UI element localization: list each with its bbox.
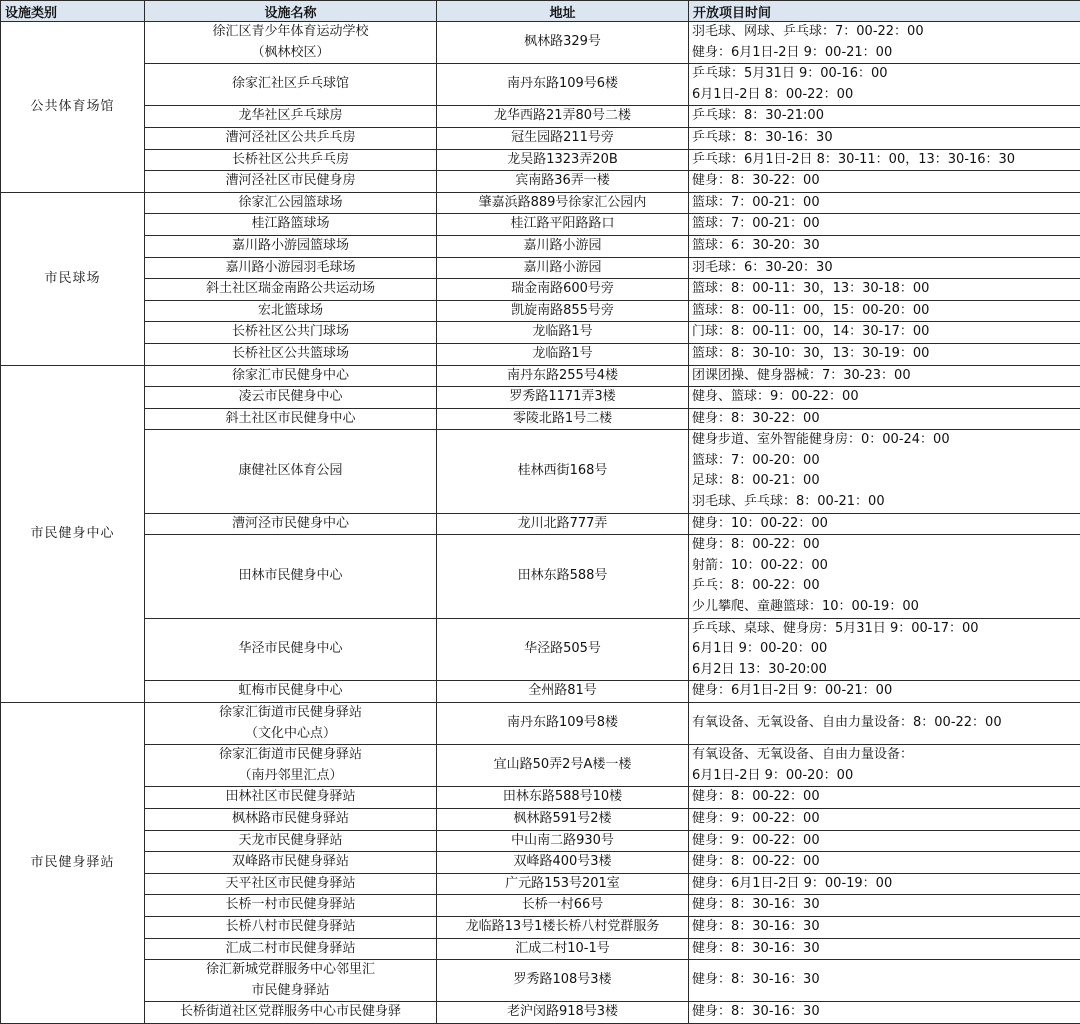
address-cell	[437, 960, 689, 1002]
facility-name-cell	[145, 513, 437, 535]
table-row	[1, 127, 1080, 149]
facility-name-cell	[145, 214, 437, 236]
facility-name-cell	[145, 257, 437, 279]
address-cell-line: 老沪闵路918号3楼	[440, 1002, 685, 1023]
facility-name-cell-line: 漕河泾社区市民健身房	[148, 171, 433, 192]
address-cell-line: 罗秀路108号3楼	[440, 970, 685, 991]
address-cell-line: 瑞金南路600号旁	[440, 279, 685, 300]
hours-cell-line: 健身：9：00-22：00	[692, 809, 1077, 830]
facility-name-cell-line: （枫林校区）	[148, 43, 433, 64]
hours-cell	[689, 192, 1080, 214]
table-row	[1, 430, 1080, 513]
hours-cell-line: 健身：6月1日-2日 9：00-21：00	[692, 681, 1077, 702]
facility-name-cell	[145, 192, 437, 214]
hours-cell-line: 少儿攀爬、童趣篮球：10：00-19：00	[692, 597, 1077, 618]
table-row	[1, 322, 1080, 344]
hours-cell	[689, 681, 1080, 703]
hours-cell-line: 健身：8：30-16：30	[692, 895, 1077, 916]
address-cell	[437, 22, 689, 64]
table-row	[1, 873, 1080, 895]
facility-name-cell-line: 双峰路市民健身驿站	[148, 852, 433, 873]
address-cell	[437, 916, 689, 938]
address-cell-line: 罗秀路1171弄3楼	[440, 387, 685, 408]
hours-cell	[689, 279, 1080, 301]
table-row	[1, 852, 1080, 874]
facility-name-cell	[145, 343, 437, 365]
facility-name-cell	[145, 106, 437, 128]
table-row	[1, 235, 1080, 257]
header-row	[1, 1, 1080, 22]
facility-name-cell	[145, 873, 437, 895]
table-row	[1, 408, 1080, 430]
facility-name-cell-line: 华泾市民健身中心	[148, 639, 433, 660]
facility-name-cell-line: 徐家汇街道市民健身驿站	[148, 745, 433, 766]
facility-name-cell-line: 长桥社区公共乒乓房	[148, 150, 433, 171]
address-cell	[437, 830, 689, 852]
facility-name-cell-line: 嘉川路小游园篮球场	[148, 236, 433, 257]
hours-cell-line: 6月2日 13：30-20:00	[692, 660, 1077, 681]
hours-cell	[689, 513, 1080, 535]
hours-cell	[689, 322, 1080, 344]
address-cell	[437, 257, 689, 279]
address-cell-line: 南丹东路255号4楼	[440, 366, 685, 387]
facility-name-cell-line: 漕河泾市民健身中心	[148, 514, 433, 535]
address-cell-line: 田林东路588号10楼	[440, 787, 685, 808]
facility-name-cell	[145, 916, 437, 938]
address-cell	[437, 192, 689, 214]
hours-cell-line: 健身：8：30-16：30	[692, 939, 1077, 960]
hours-cell	[689, 365, 1080, 387]
facility-name-cell	[145, 852, 437, 874]
table-body	[1, 22, 1080, 1024]
table-row	[1, 618, 1080, 681]
facility-name-cell	[145, 408, 437, 430]
hours-cell-line: 羽毛球、乒乓球：8：00-21：00	[692, 492, 1077, 513]
hours-cell	[689, 214, 1080, 236]
facility-name-cell-line: 龙华社区乒乓球房	[148, 106, 433, 127]
address-cell	[437, 106, 689, 128]
table-row	[1, 365, 1080, 387]
facility-name-cell-line: 徐家汇街道市民健身驿站	[148, 703, 433, 724]
address-cell	[437, 787, 689, 809]
hours-cell-line: 有氧设备、无氧设备、自由力量设备：	[692, 745, 1077, 766]
table-row	[1, 106, 1080, 128]
facility-name-cell	[145, 938, 437, 960]
hours-cell-line: 健身：6月1日-2日 9：00-21：00	[692, 43, 1077, 64]
address-cell	[437, 387, 689, 409]
hours-cell-line: 篮球：8：30-10：30，13：30-19：00	[692, 344, 1077, 365]
facility-name-cell-line: 天龙市民健身驿站	[148, 831, 433, 852]
table-row	[1, 257, 1080, 279]
table-row	[1, 279, 1080, 301]
table-row	[1, 916, 1080, 938]
table-row	[1, 787, 1080, 809]
table-row	[1, 387, 1080, 409]
hours-cell	[689, 408, 1080, 430]
address-cell	[437, 430, 689, 513]
hours-cell	[689, 1002, 1080, 1024]
header-name: 设施名称	[145, 1, 437, 22]
address-cell-line: 桂江路平阳路路口	[440, 214, 685, 235]
hours-cell	[689, 430, 1080, 513]
table-row	[1, 1002, 1080, 1024]
address-cell-line: 汇成二村10-1号	[440, 939, 685, 960]
hours-cell-line: 乒乓球：6月1日-2日 8：30-11：00，13：30-16：30	[692, 150, 1077, 171]
address-cell	[437, 300, 689, 322]
address-cell-line: 嘉川路小游园	[440, 258, 685, 279]
facility-name-cell-line: 徐家汇社区乒乓球馆	[148, 74, 433, 95]
facility-name-cell	[145, 960, 437, 1002]
table-row	[1, 149, 1080, 171]
table-row	[1, 22, 1080, 64]
table-row	[1, 895, 1080, 917]
hours-cell-line: 健身：8：30-16：30	[692, 970, 1077, 991]
header-address: 地址	[437, 1, 689, 22]
hours-cell-line: 乒乓球：8：30-21:00	[692, 106, 1077, 127]
address-cell	[437, 513, 689, 535]
address-cell	[437, 703, 689, 745]
hours-cell-line: 乒乓：8：00-22：00	[692, 576, 1077, 597]
facility-name-cell	[145, 235, 437, 257]
address-cell-line: 嘉川路小游园	[440, 236, 685, 257]
facility-name-cell-line: （南丹邻里汇点）	[148, 766, 433, 787]
hours-cell-line: 团课团操、健身器械：7：30-23：00	[692, 366, 1077, 387]
address-cell	[437, 235, 689, 257]
facility-name-cell	[145, 808, 437, 830]
table-row	[1, 192, 1080, 214]
hours-cell	[689, 852, 1080, 874]
table-row	[1, 830, 1080, 852]
address-cell	[437, 618, 689, 681]
table-row	[1, 745, 1080, 787]
hours-cell-line: 篮球：6：30-20：30	[692, 236, 1077, 257]
address-cell	[437, 127, 689, 149]
table-row	[1, 214, 1080, 236]
table-row	[1, 703, 1080, 745]
facility-name-cell	[145, 22, 437, 64]
facility-name-cell	[145, 300, 437, 322]
hours-cell-line: 健身：8：30-22：00	[692, 409, 1077, 430]
table-row	[1, 960, 1080, 1002]
hours-cell-line: 足球：8：00-21：00	[692, 471, 1077, 492]
address-cell-line: 南丹东路109号6楼	[440, 74, 685, 95]
hours-cell	[689, 535, 1080, 618]
hours-cell-line: 健身：8：30-16：30	[692, 1002, 1077, 1023]
hours-cell-line: 健身步道、室外智能健身房：0：00-24：00	[692, 430, 1077, 451]
facility-name-cell	[145, 895, 437, 917]
facility-name-cell	[145, 171, 437, 193]
hours-cell-line: 乒乓球：5月31日 9：00-16：00	[692, 64, 1077, 85]
address-cell-line: 宾南路36弄一楼	[440, 171, 685, 192]
hours-cell-line: 健身：8：00-22：00	[692, 535, 1077, 556]
hours-cell	[689, 300, 1080, 322]
hours-cell	[689, 618, 1080, 681]
hours-cell	[689, 938, 1080, 960]
facility-name-cell-line: 田林市民健身中心	[148, 566, 433, 587]
hours-cell-line: 篮球：7：00-21：00	[692, 214, 1077, 235]
facility-name-cell	[145, 365, 437, 387]
hours-cell-line: 健身：8：30-22：00	[692, 171, 1077, 192]
hours-cell	[689, 387, 1080, 409]
address-cell	[437, 745, 689, 787]
hours-cell-line: 健身：9：00-22：00	[692, 831, 1077, 852]
facility-name-cell-line: 徐汇区青少年体育运动学校	[148, 22, 433, 43]
facility-name-cell-line: 长桥一村市民健身驿站	[148, 895, 433, 916]
table-row	[1, 938, 1080, 960]
facility-name-cell-line: 徐汇新城党群服务中心邻里汇	[148, 960, 433, 981]
facility-name-cell	[145, 1002, 437, 1024]
hours-cell-line: 健身：6月1日-2日 9：00-19：00	[692, 874, 1077, 895]
address-cell	[437, 149, 689, 171]
facility-name-cell	[145, 149, 437, 171]
facility-name-cell-line: 斜土社区瑞金南路公共运动场	[148, 279, 433, 300]
address-cell	[437, 64, 689, 106]
address-cell	[437, 681, 689, 703]
facility-name-cell-line: 枫林路市民健身驿站	[148, 809, 433, 830]
hours-cell	[689, 171, 1080, 193]
hours-cell-line: 健身：8：00-22：00	[692, 787, 1077, 808]
hours-cell	[689, 808, 1080, 830]
facility-name-cell-line: 嘉川路小游园羽毛球场	[148, 258, 433, 279]
address-cell	[437, 343, 689, 365]
address-cell-line: 桂林西街168号	[440, 461, 685, 482]
facility-name-cell-line: 凌云市民健身中心	[148, 387, 433, 408]
hours-cell	[689, 106, 1080, 128]
hours-cell	[689, 873, 1080, 895]
address-cell-line: 全州路81号	[440, 681, 685, 702]
facility-name-cell	[145, 279, 437, 301]
hours-cell	[689, 257, 1080, 279]
facility-name-cell-line: 天平社区市民健身驿站	[148, 874, 433, 895]
address-cell-line: 冠生园路211号旁	[440, 128, 685, 149]
hours-cell	[689, 895, 1080, 917]
address-cell	[437, 214, 689, 236]
hours-cell-line: 篮球：8：00-11：30，13：30-18：00	[692, 279, 1077, 300]
facility-name-cell-line: （文化中心点）	[148, 724, 433, 745]
hours-cell-line: 篮球：7：00-21：00	[692, 193, 1077, 214]
address-cell	[437, 408, 689, 430]
table-row	[1, 171, 1080, 193]
address-cell	[437, 171, 689, 193]
hours-cell-line: 健身：10：00-22：00	[692, 514, 1077, 535]
address-cell-line: 中山南二路930号	[440, 831, 685, 852]
header-category: 设施类别	[1, 1, 145, 22]
hours-cell-line: 乒乓球、桌球、健身房：5月31日 9：00-17：00	[692, 619, 1077, 640]
facility-name-cell	[145, 830, 437, 852]
facility-name-cell-line: 斜土社区市民健身中心	[148, 409, 433, 430]
facility-name-cell	[145, 681, 437, 703]
hours-cell-line: 健身：8：30-16：30	[692, 917, 1077, 938]
address-cell	[437, 535, 689, 618]
facility-name-cell	[145, 745, 437, 787]
address-cell	[437, 852, 689, 874]
address-cell-line: 零陵北路1号二楼	[440, 409, 685, 430]
facility-name-cell-line: 徐家汇市民健身中心	[148, 366, 433, 387]
facility-name-cell-line: 桂江路篮球场	[148, 214, 433, 235]
hours-cell	[689, 127, 1080, 149]
hours-cell	[689, 343, 1080, 365]
table-row	[1, 300, 1080, 322]
table-row	[1, 681, 1080, 703]
facility-name-cell-line: 虹梅市民健身中心	[148, 681, 433, 702]
facility-name-cell	[145, 703, 437, 745]
facility-name-cell-line: 市民健身驿站	[148, 981, 433, 1002]
facility-name-cell-line: 康健社区体育公园	[148, 461, 433, 482]
address-cell	[437, 1002, 689, 1024]
address-cell-line: 长桥一村66号	[440, 895, 685, 916]
facility-name-cell	[145, 322, 437, 344]
category-cell: 市民球场	[1, 192, 145, 365]
facility-name-cell	[145, 64, 437, 106]
hours-cell-line: 6月1日-2日 8：00-22：00	[692, 85, 1077, 106]
facility-name-cell	[145, 618, 437, 681]
address-cell-line: 龙临路13号1楼长桥八村党群服务	[440, 917, 685, 938]
facility-name-cell-line: 长桥街道社区党群服务中心市民健身驿	[148, 1002, 433, 1023]
address-cell-line: 龙临路1号	[440, 322, 685, 343]
address-cell-line: 华泾路505号	[440, 639, 685, 660]
address-cell-line: 广元路153号201室	[440, 874, 685, 895]
address-cell-line: 枫林路329号	[440, 32, 685, 53]
table-row	[1, 513, 1080, 535]
hours-cell	[689, 960, 1080, 1002]
hours-cell-line: 射箭：10：00-22：00	[692, 556, 1077, 577]
address-cell-line: 枫林路591号2楼	[440, 809, 685, 830]
table-row	[1, 64, 1080, 106]
hours-cell	[689, 830, 1080, 852]
address-cell	[437, 322, 689, 344]
address-cell	[437, 873, 689, 895]
hours-cell	[689, 64, 1080, 106]
address-cell	[437, 365, 689, 387]
facility-name-cell	[145, 535, 437, 618]
hours-cell-line: 有氧设备、无氧设备、自由力量设备：8：00-22：00	[692, 713, 1077, 734]
hours-cell	[689, 787, 1080, 809]
facility-name-cell-line: 宏北篮球场	[148, 301, 433, 322]
table-row	[1, 343, 1080, 365]
hours-cell-line: 乒乓球：8：30-16：30	[692, 128, 1077, 149]
facility-name-cell	[145, 387, 437, 409]
address-cell	[437, 808, 689, 830]
header-hours: 开放项目时间	[689, 1, 1080, 22]
hours-cell-line: 篮球：8：00-11：00，15：00-20：00	[692, 301, 1077, 322]
facility-name-cell-line: 汇成二村市民健身驿站	[148, 939, 433, 960]
hours-cell	[689, 916, 1080, 938]
hours-cell	[689, 22, 1080, 64]
facility-name-cell	[145, 430, 437, 513]
hours-cell-line: 健身：8：00-22：00	[692, 852, 1077, 873]
hours-cell-line: 6月1日 9：00-20：00	[692, 639, 1077, 660]
facility-name-cell-line: 漕河泾社区公共乒乓房	[148, 128, 433, 149]
table-row	[1, 535, 1080, 618]
facility-name-cell-line: 徐家汇公园篮球场	[148, 193, 433, 214]
facility-name-cell-line: 长桥八村市民健身驿站	[148, 917, 433, 938]
hours-cell-line: 羽毛球：6：30-20：30	[692, 258, 1077, 279]
facility-name-cell-line: 长桥社区公共门球场	[148, 322, 433, 343]
facility-name-cell-line: 长桥社区公共篮球场	[148, 344, 433, 365]
facility-name-cell	[145, 127, 437, 149]
hours-cell-line: 羽毛球、网球、乒乓球：7：00-22：00	[692, 22, 1077, 43]
address-cell-line: 龙川北路777弄	[440, 514, 685, 535]
category-cell: 市民健身驿站	[1, 703, 145, 1024]
address-cell-line: 双峰路400号3楼	[440, 852, 685, 873]
address-cell-line: 宜山路50弄2号A楼一楼	[440, 755, 685, 776]
facility-name-cell-line: 田林社区市民健身驿站	[148, 787, 433, 808]
facility-name-cell	[145, 787, 437, 809]
address-cell	[437, 938, 689, 960]
category-cell: 市民健身中心	[1, 365, 145, 703]
address-cell-line: 龙临路1号	[440, 344, 685, 365]
hours-cell-line: 健身、篮球：9：00-22：00	[692, 387, 1077, 408]
address-cell-line: 凯旋南路855号旁	[440, 301, 685, 322]
hours-cell-line: 6月1日-2日 9：00-20：00	[692, 766, 1077, 787]
address-cell	[437, 279, 689, 301]
address-cell-line: 肇嘉浜路889号徐家汇公园内	[440, 193, 685, 214]
hours-cell	[689, 703, 1080, 745]
hours-cell-line: 篮球：7：00-20：00	[692, 451, 1077, 472]
hours-cell	[689, 745, 1080, 787]
category-cell: 公共体育场馆	[1, 22, 145, 193]
hours-cell-line: 门球：8：00-11：00，14：30-17：00	[692, 322, 1077, 343]
address-cell-line: 南丹东路109号8楼	[440, 713, 685, 734]
hours-cell	[689, 235, 1080, 257]
address-cell-line: 田林东路588号	[440, 566, 685, 587]
table-row	[1, 808, 1080, 830]
address-cell-line: 龙华西路21弄80号二楼	[440, 106, 685, 127]
hours-cell	[689, 149, 1080, 171]
address-cell	[437, 895, 689, 917]
address-cell-line: 龙吴路1323弄20B	[440, 150, 685, 171]
